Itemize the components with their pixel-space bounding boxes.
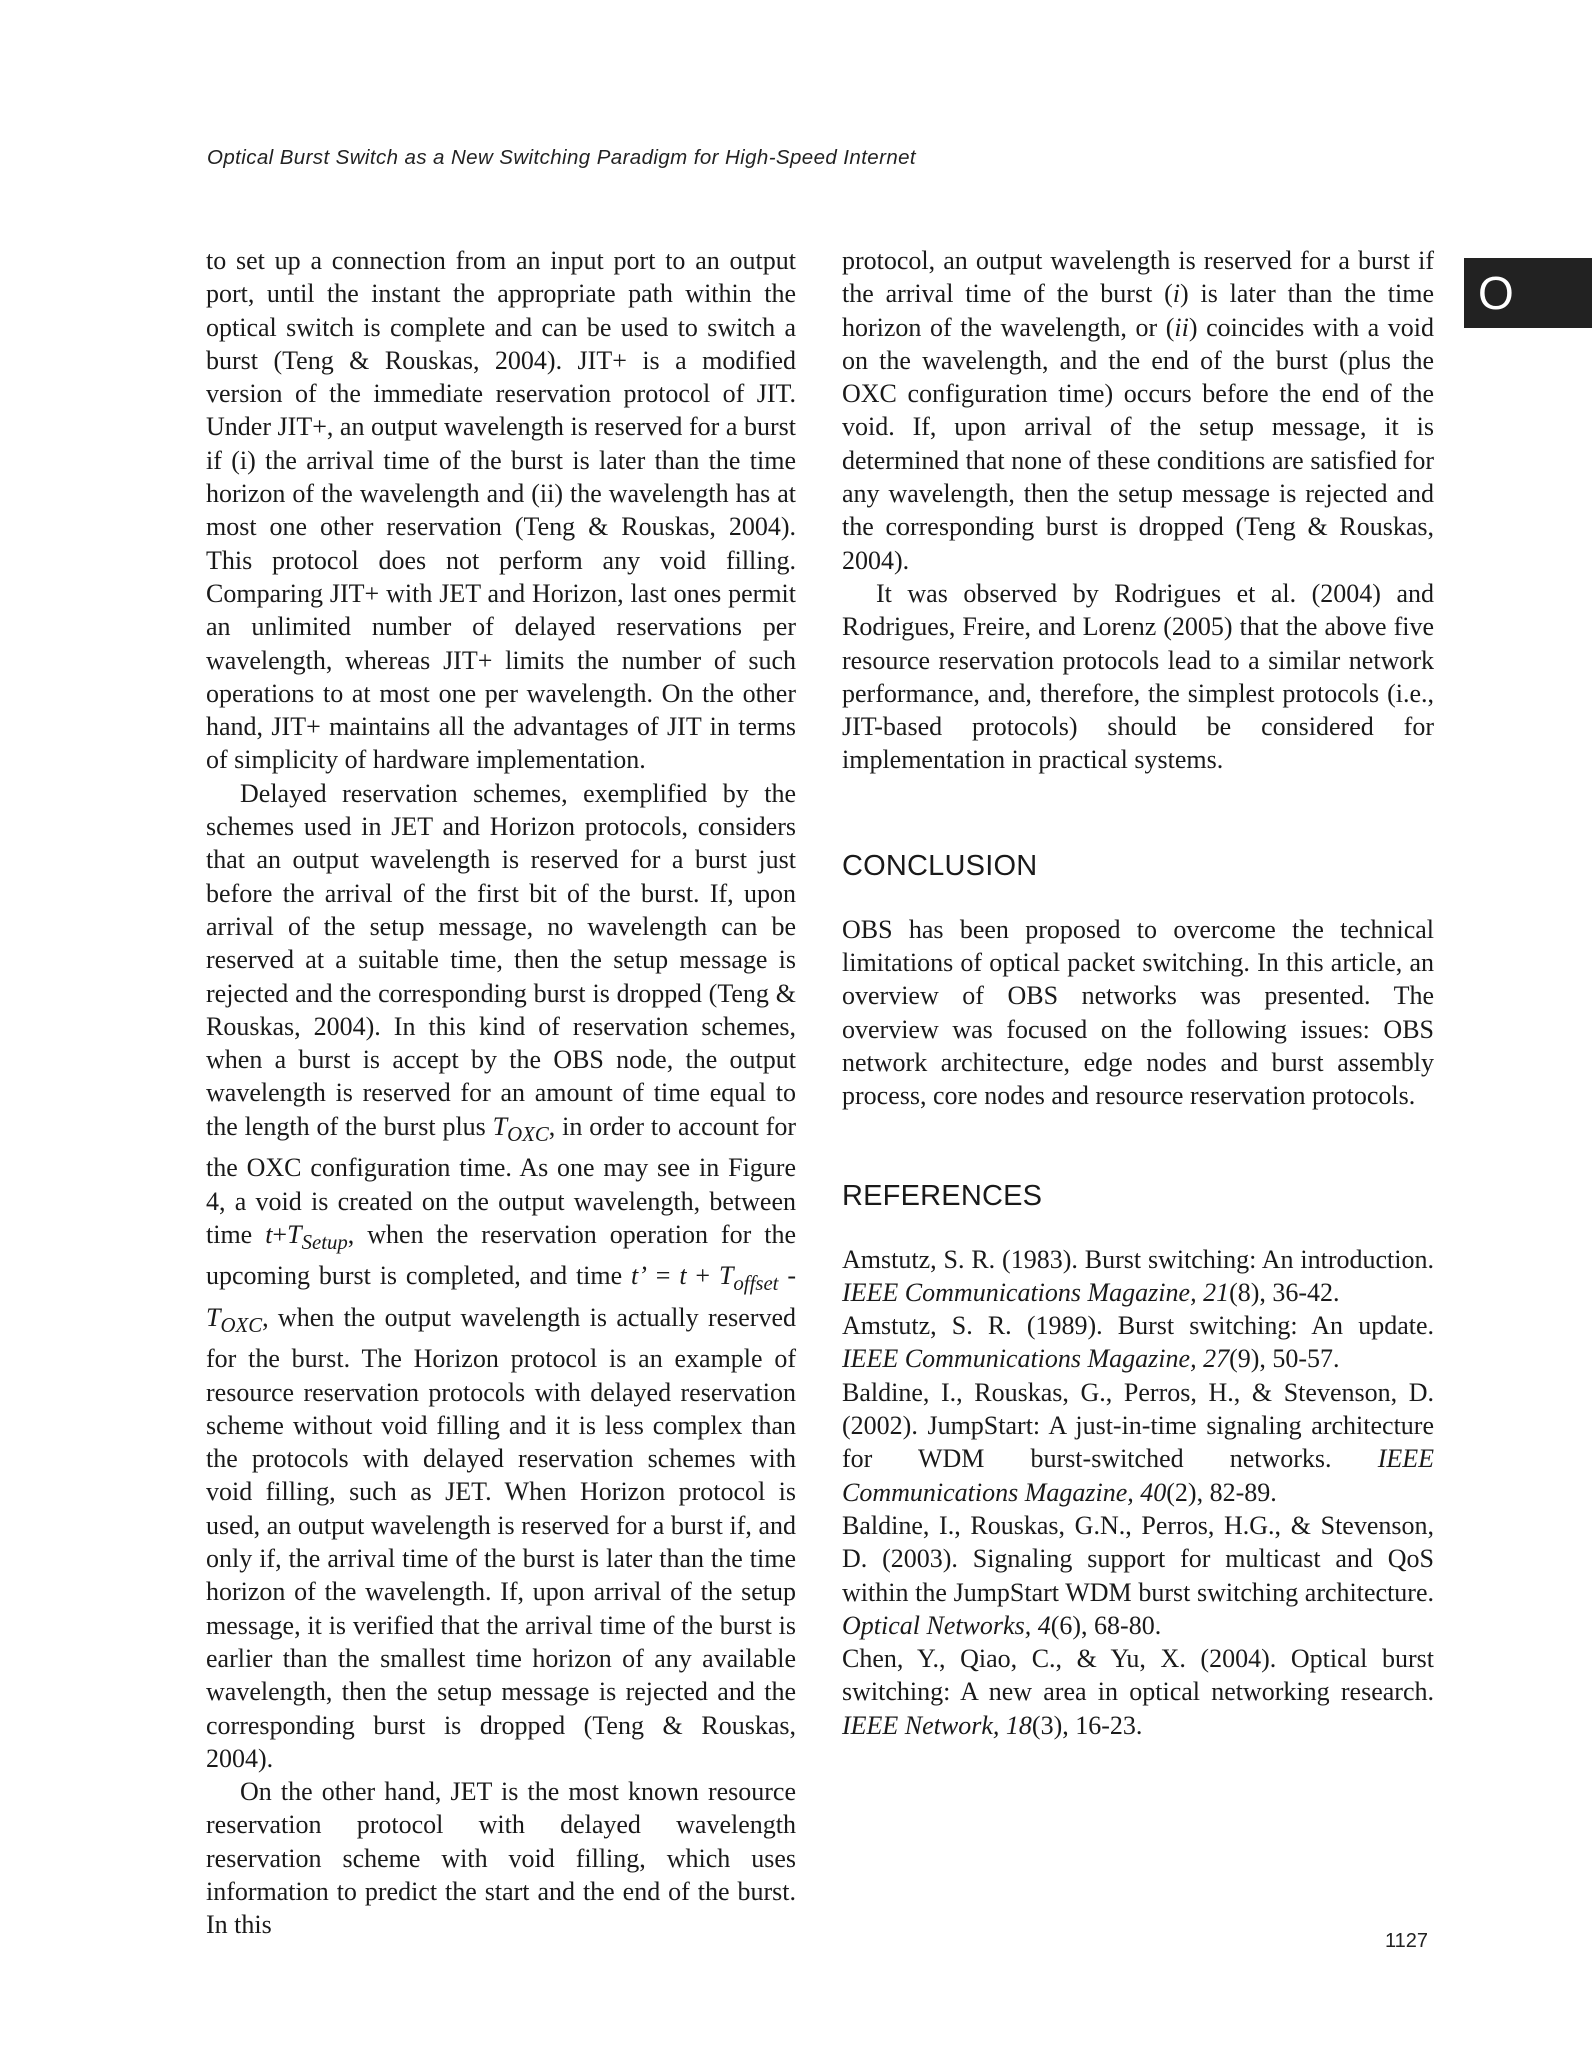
thumb-tab-letter: O <box>1478 267 1514 319</box>
reference-list <box>842 1243 1434 1742</box>
left-paragraph-2: Delayed reservation schemes, exemplified by the schemes used in JET and Horizon protocols, considers that an output wavelength is reserved for a burst just before the arrival of the first bit of the burst. If, upon arrival of the setup message, no wavelength can be reserved at a suitable time, then the setup message is rejected and the corresponding burst is dropped (Teng & Rouskas, 2004). In this kind of reservation schemes, when a burst is accept by the OBS node, the output wavelength is reserved for an amount of time equal to the length of the burst plus $T_{OXC}$, in order to account for the OXC configuration time. As one may see in Figure 4, a void is created on the output wavelength, between time $t+T_{Setup}$, when the reservation operation for the upcoming burst is completed, and time t’ = $t + T_{offset} - T_{OXC}$, when the output wavelength is actually reserved for the burst. The Horizon protocol is an example of resource reservation protocols with delayed reservation scheme without void filling and it is less complex than the protocols with delayed reservation schemes with void filling, such as JET. When Horizon protocol is used, an output wavelength is reserved for a burst if, and only if, the arrival time of the burst is later than the time horizon of the wavelength. If, upon arrival of the setup message, it is verified that the arrival time of the burst is earlier than the smallest time horizon of any available wavelength, then the setup message is rejected and the corresponding burst is dropped (Teng & Rouskas, 2004). <box>206 778 797 1773</box>
right-paragraph-1: protocol, an output wavelength is reserved for a burst if the arrival time of the burst (i) is later than the time horizon of the wavelength, or (ii) coincides with a void on the wavelength, and the end of the burst (plus the OXC configuration time) occurs before the end of the void. If, upon arrival of the setup message, it is determined that none of these conditions are satisfied for any wavelength, then the setup message is rejected and the corresponding burst is dropped (Teng & Rouskas, 2004). <box>842 246 1434 575</box>
left-paragraph-3: On the other hand, JET is the most known resource reservation protocol with delayed wavelength reservation scheme with void filling, which uses information to predict the start and the end of the burst. In this <box>206 1777 796 1940</box>
page-number: 1127 <box>1385 1930 1429 1952</box>
reference-item: Baldine, I., Rouskas, G., Perros, H., & Stevenson, D. (2002). JumpStart: A just-in-time signaling architecture for WDM burst-switched networks. IEEE Communications Magazine, 40(2), 82-89. <box>842 1377 1434 1507</box>
reference-item: Baldine, I., Rouskas, G.N., Perros, H.G., & Stevenson, D. (2003). Signaling support for multicast and QoS within the JumpStart WDM burst switching architecture. Optical Networks, 4(6), 68-80. <box>842 1510 1434 1640</box>
thumb-index-tab <box>1464 258 1592 328</box>
running-title: Optical Burst Switch as a New Switching Paradigm for High-Speed Internet <box>207 146 917 169</box>
reference-item: Chen, Y., Qiao, C., & Yu, X. (2004). Optical burst switching: A new area in optical networking research. IEEE Network, 18(3), 16-23. <box>842 1644 1434 1740</box>
right-column <box>842 244 1434 1742</box>
references-heading: REFERENCES <box>842 1179 1043 1212</box>
reference-item: Amstutz, S. R. (1989). Burst switching: An update. IEEE Communications Magazine, 27(9), 50-57. <box>842 1311 1434 1374</box>
conclusion-heading: CONCLUSION <box>842 849 1038 882</box>
conclusion-paragraph: OBS has been proposed to overcome the technical limitations of optical packet switching. In this article, an overview of OBS networks was presented. The overview was focused on the following issues: OBS network architecture, edge nodes and burst assembly process, core nodes and resource reservation protocols. <box>842 914 1434 1111</box>
left-column <box>206 244 796 1942</box>
right-paragraph-2: It was observed by Rodrigues et al. (2004) and Rodrigues, Freire, and Lorenz (2005) that the above five resource reservation protocols lead to a similar network performance, and, therefore, the simplest protocols (i.e., JIT-based protocols) should be considered for implementation in practical systems. <box>842 578 1434 775</box>
left-paragraph-1: to set up a connection from an input port to an output port, until the instant the appropriate path within the optical switch is complete and can be used to switch a burst (Teng & Rouskas, 2004). JIT+ is a modified version of the immediate reservation protocol of JIT. Under JIT+, an output wavelength is reserved for a burst if (i) the arrival time of the burst is later than the time horizon of the wavelength and (ii) the wavelength has at most one other reservation (Teng & Rouskas, 2004). This protocol does not perform any void filling. Comparing JIT+ with JET and Horizon, last ones permit an unlimited number of delayed reservations per wavelength, whereas JIT+ limits the number of such operations to at most one per wavelength. On the other hand, JIT+ maintains all the advantages of JIT in terms of simplicity of hardware implementation. <box>206 246 796 775</box>
reference-item: Amstutz, S. R. (1983). Burst switching: An introduction. IEEE Communications Magazine, 21(8), 36-42. <box>842 1244 1434 1307</box>
